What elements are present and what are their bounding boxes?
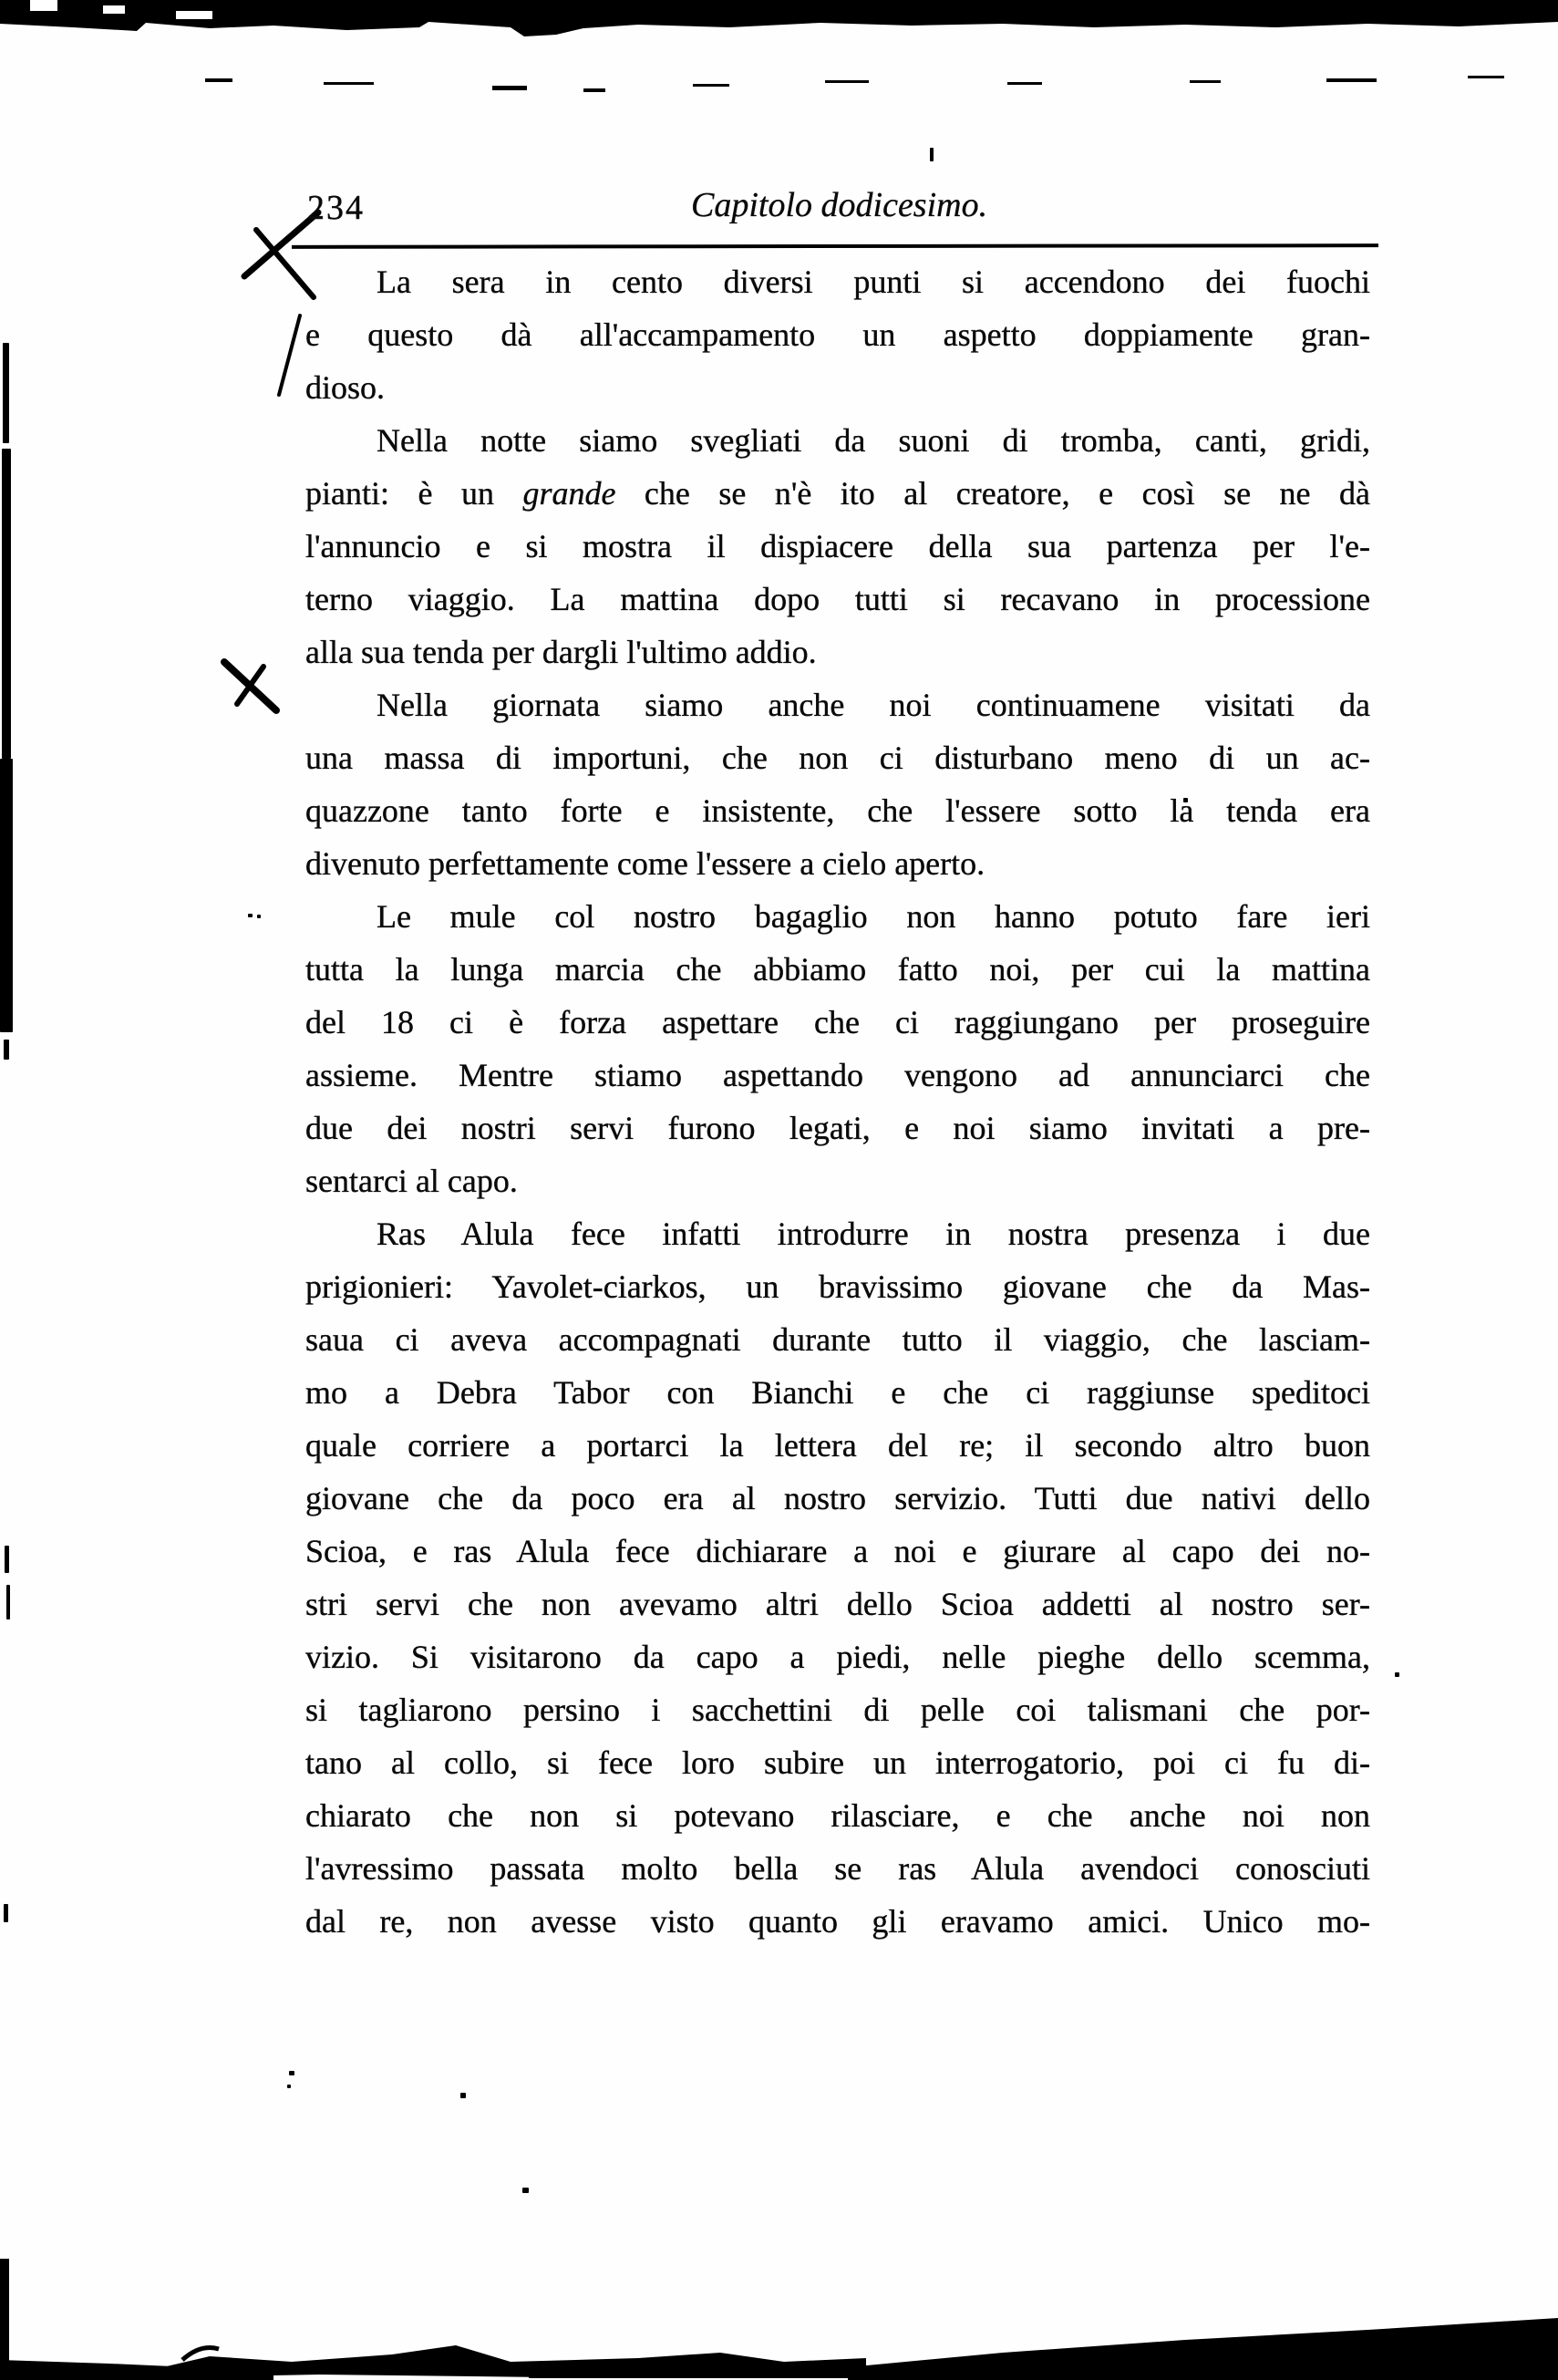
- page-number: 234: [307, 189, 365, 227]
- ink-speck: [460, 2093, 466, 2098]
- text-line: divenuto perfettamente come l'essere a cielo aperto.: [305, 845, 985, 882]
- ink-speck: [1395, 1672, 1399, 1677]
- paragraph: [305, 1207, 1370, 1948]
- text-line: tano al collo, si fece loro subire un interrogatorio, poi ci fu di-: [305, 1744, 1370, 1781]
- text-line: tutta la lunga marcia che abbiamo fatto noi, per cui la mattina: [305, 951, 1370, 988]
- text-line: giovane che da poco era al nostro servizio. Tutti due nativi dello: [305, 1480, 1370, 1516]
- text-line: dioso.: [305, 369, 386, 406]
- text-line: una massa di importuni, che non ci disturbano meno di un ac-: [305, 740, 1370, 776]
- scan-edge-left-mark: [0, 759, 13, 1032]
- text-line: e questo dà all'accampamento un aspetto doppiamente gran-: [305, 316, 1370, 353]
- text-line: quale corriere a portarci la lettera del re; il secondo altro buon: [305, 1427, 1370, 1464]
- text-line: alla sua tenda per dargli l'ultimo addio.: [305, 634, 817, 670]
- text-line: Nella notte siamo svegliati da suoni di tromba, canti, gridi,: [377, 422, 1370, 459]
- text-line: vizio. Si visitarono da capo a piedi, nelle pieghe dello scemma,: [305, 1639, 1370, 1675]
- chapter-header-title: Capitolo dodicesimo.: [691, 186, 988, 224]
- text-line: Nella giornata siamo anche noi continuamene visitati da: [377, 687, 1370, 723]
- text-line: l'annuncio e si mostra il dispiacere della sua partenza per l'e-: [305, 528, 1370, 564]
- ink-speck: [248, 914, 253, 917]
- handwritten-slash-mark: [279, 316, 300, 395]
- text-line: stri servi che non avevamo altri dello Scioa addetti al nostro ser-: [305, 1586, 1370, 1622]
- header-rule: [292, 243, 1378, 249]
- scan-edge-left-mark: [5, 1546, 9, 1573]
- text-line: del 18 ci è forza aspettare che ci raggiungano per proseguire: [305, 1004, 1370, 1040]
- scan-edge-left-mark: [2, 449, 11, 759]
- scan-edge-left-mark: [4, 1040, 9, 1060]
- paragraph: [305, 678, 1370, 890]
- scan-dust-row: [205, 76, 1504, 92]
- text-line: assieme. Mentre stiamo aspettando vengono ad annunciarci che: [305, 1057, 1370, 1093]
- scan-edge-top-bar: [0, 0, 1558, 100]
- scan-edge-left-mark: [4, 1904, 8, 1922]
- text-line: Ras Alula fece infatti introdurre in nostra presenza i due: [377, 1216, 1370, 1252]
- scan-edge-left-mark: [3, 343, 9, 443]
- scan-edge-left-mark: [6, 1585, 10, 1619]
- paragraph: [305, 414, 1370, 678]
- ink-speck: [930, 148, 934, 161]
- text-line: Scioa, e ras Alula fece dichiarare a noi e giurare al capo dei no-: [305, 1533, 1370, 1569]
- text-line: si tagliarono persino i sacchettini di pelle coi talismani che por-: [305, 1692, 1370, 1728]
- text-line: saua ci aveva accompagnati durante tutto il viaggio, che lasciam-: [305, 1321, 1370, 1358]
- text-line: dal re, non avesse visto quanto gli eravamo amici. Unico mo-: [305, 1903, 1370, 1940]
- text-line: Le mule col nostro bagaglio non hanno potuto fare ieri: [377, 898, 1370, 935]
- ink-speck: [257, 915, 261, 918]
- handwritten-x-mark-middle: [224, 662, 276, 710]
- text-line: pianti: è un grande che se n'è ito al creatore, e così se ne dà: [305, 475, 1371, 512]
- scan-edge-bottom-bar: [0, 2252, 1558, 2380]
- text-line: mo a Debra Tabor con Bianchi e che ci raggiunse speditoci: [305, 1374, 1370, 1411]
- paragraph: [305, 890, 1370, 1207]
- text-line: prigionieri: Yavolet-ciarkos, un bravissimo giovane che da Mas-: [305, 1268, 1370, 1305]
- text-line: quazzone tanto forte e insistente, che l'essere sotto la tenda era: [305, 792, 1370, 829]
- ink-speck: [522, 2188, 529, 2193]
- ink-speck: [289, 2071, 294, 2075]
- text-line: l'avressimo passata molto bella se ras Alula avendoci conosciuti: [305, 1850, 1370, 1887]
- text-line: terno viaggio. La mattina dopo tutti si recavano in processione: [305, 581, 1370, 617]
- ink-speck: [287, 2085, 291, 2088]
- text-line: chiarato che non si potevano rilasciare, e che anche noi non: [305, 1797, 1370, 1834]
- paragraph: [305, 255, 1370, 414]
- text-line: due dei nostri servi furono legati, e noi siamo invitati a pre-: [305, 1110, 1370, 1146]
- text-line: La sera in cento diversi punti si accendono dei fuochi: [377, 264, 1370, 300]
- page-text: [305, 255, 1370, 1948]
- text-line: sentarci al capo.: [305, 1163, 518, 1199]
